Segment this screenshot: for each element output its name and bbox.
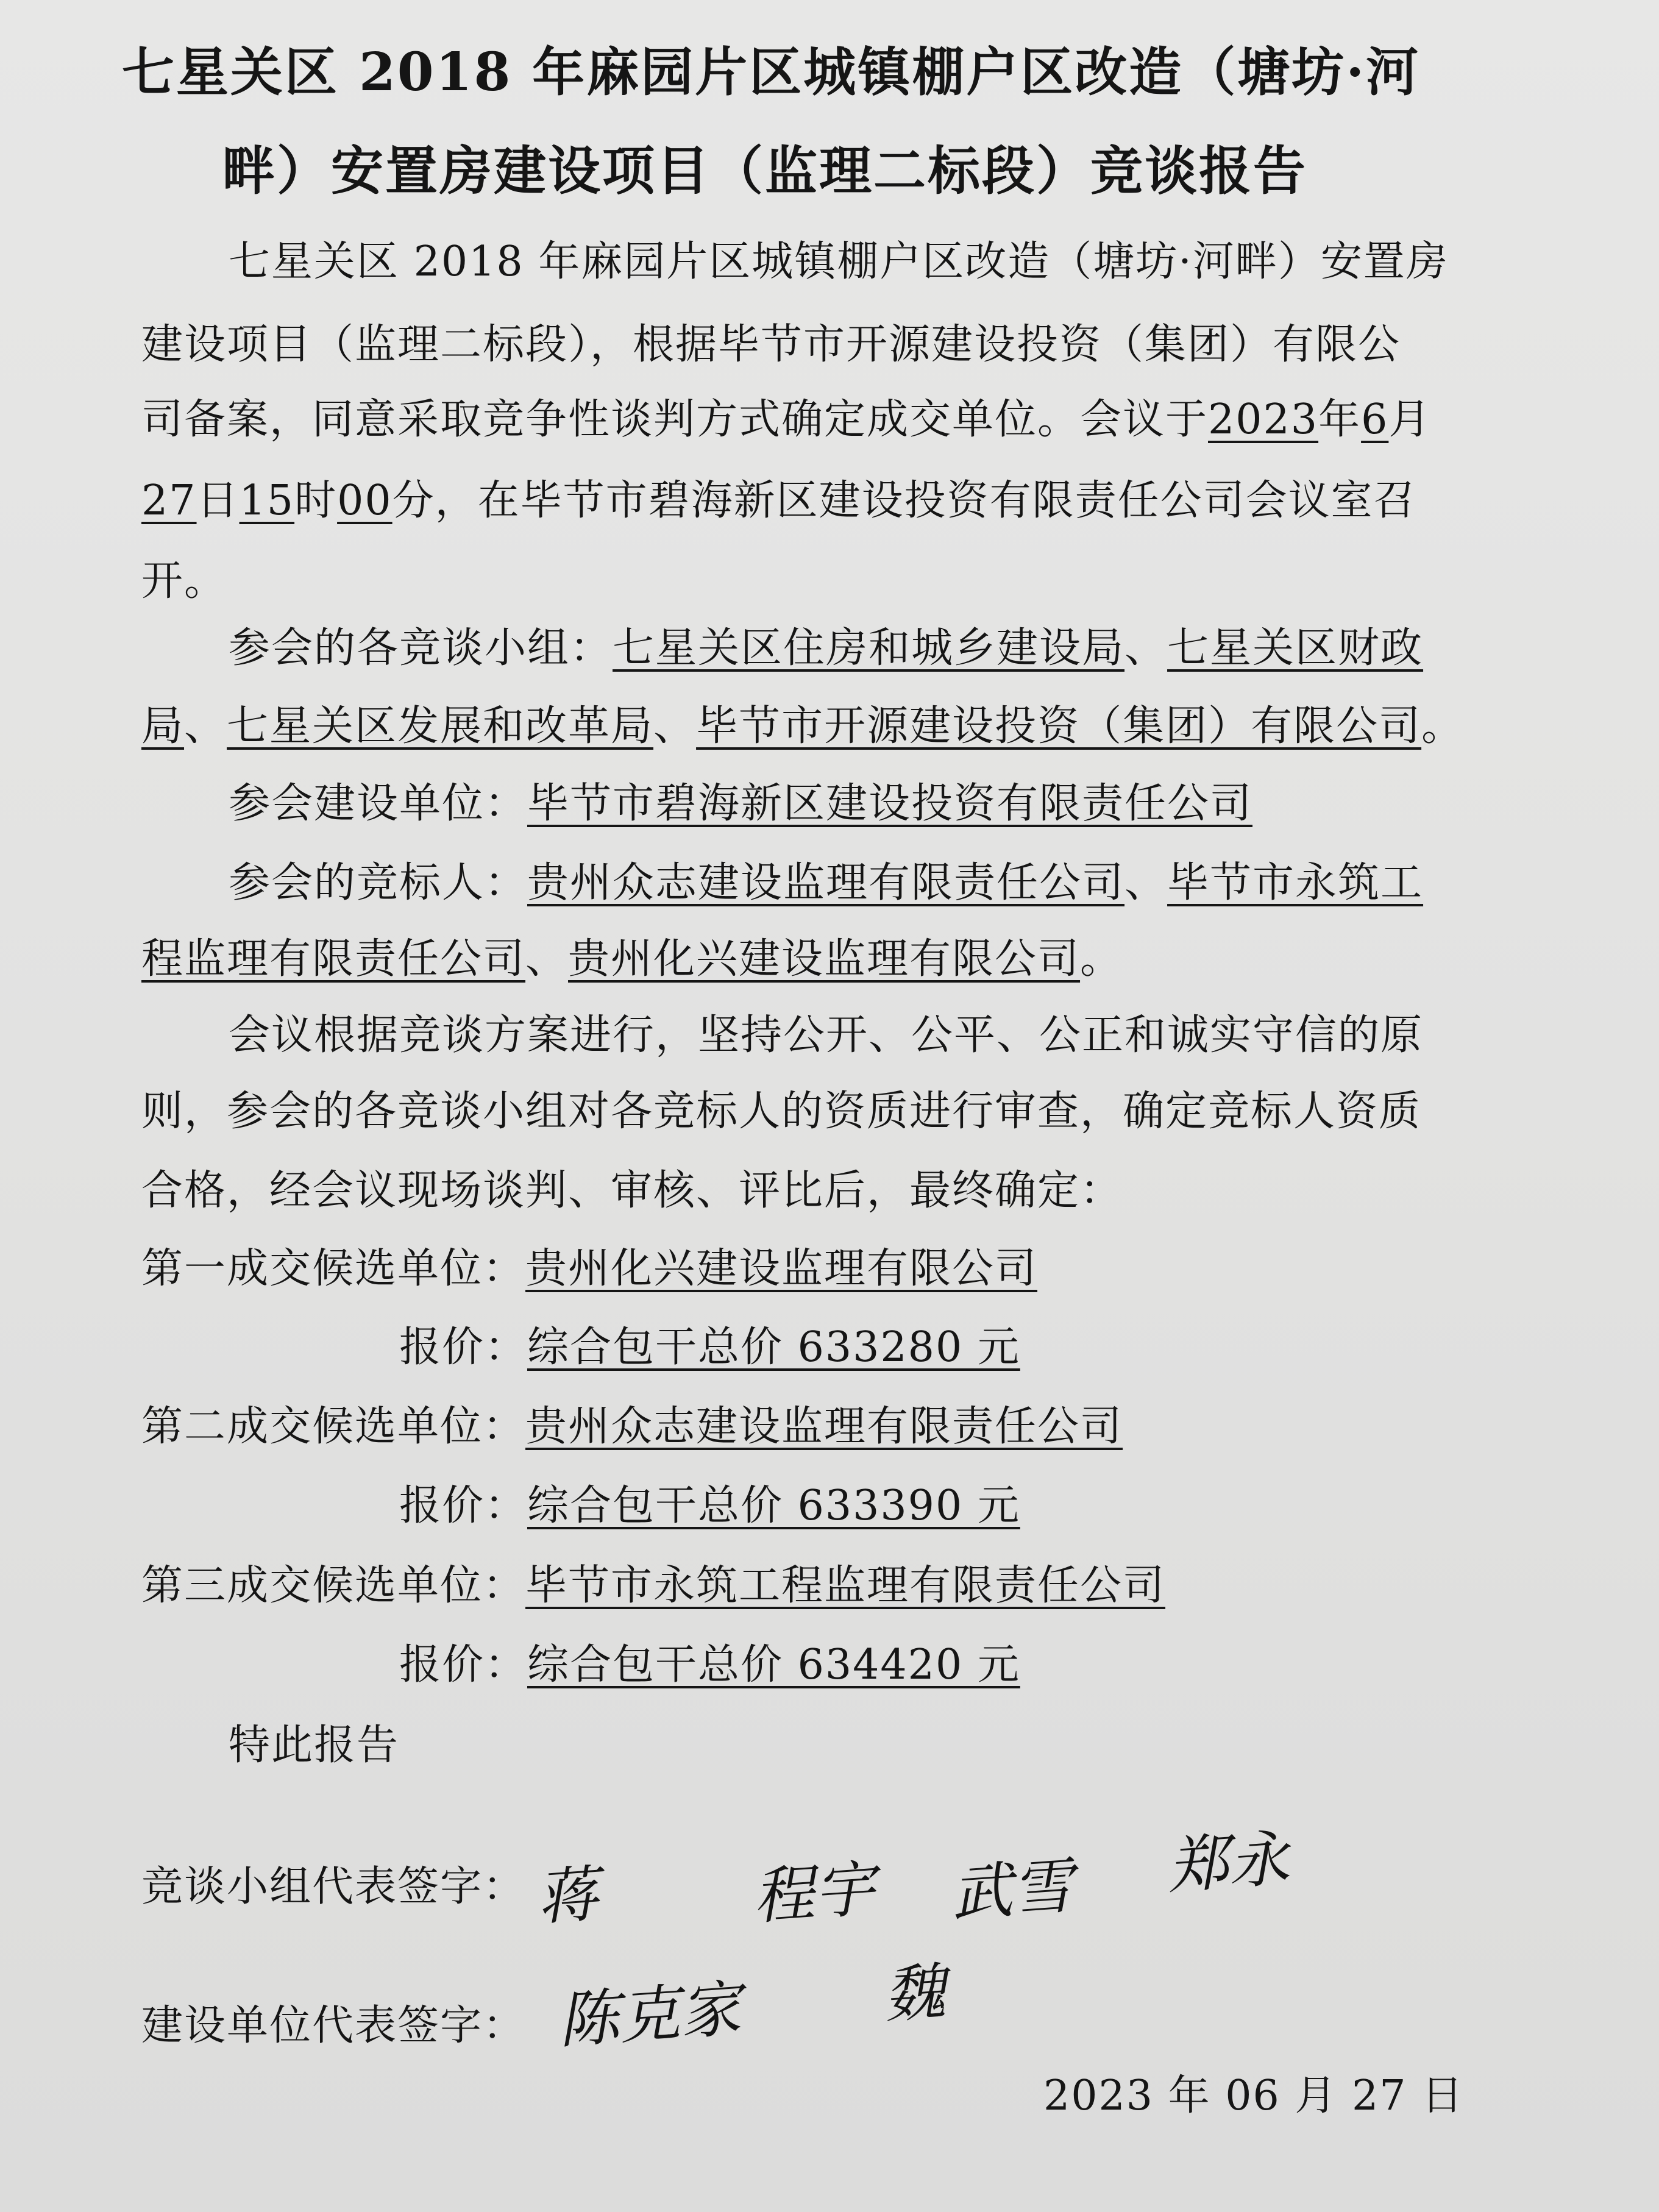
candidate-name: 贵州化兴建设监理有限公司 bbox=[525, 1245, 1038, 1293]
group-2-cont: 局 bbox=[141, 702, 185, 750]
groups-line-1 bbox=[229, 624, 1424, 672]
candidate-label: 第三成交候选单位： bbox=[141, 1562, 526, 1610]
candidate-name: 毕节市永筑工程监理有限责任公司 bbox=[525, 1562, 1166, 1610]
intro-line-5: 开。 bbox=[141, 557, 227, 605]
candidate-label: 第一成交候选单位： bbox=[141, 1245, 526, 1293]
candidate-name: 贵州众志建设监理有限责任公司 bbox=[525, 1403, 1123, 1451]
candidate-1-price bbox=[399, 1323, 1020, 1371]
builder-signature-label: 建设单位代表签字： bbox=[141, 2002, 526, 2050]
bidders-label: 参会的竞标人： bbox=[229, 859, 528, 907]
builder-label: 参会建设单位： bbox=[229, 780, 528, 828]
builder-signature-1: 陈克家 bbox=[555, 1972, 744, 2057]
document-title-line-2: 畔）安置房建设项目（监理二标段）竞谈报告 bbox=[222, 140, 1307, 202]
intro-line-1: 七星关区 2018 年麻园片区城镇棚户区改造（塘坊·河畔）安置房 bbox=[229, 238, 1449, 286]
price-label: 报价： bbox=[399, 1641, 528, 1689]
panel-signature-label: 竞谈小组代表签字： bbox=[141, 1863, 526, 1911]
month-unit: 月 bbox=[1388, 396, 1432, 444]
meeting-year: 2023 bbox=[1208, 396, 1319, 444]
group-4: 毕节市开源建设投资（集团）有限公司 bbox=[696, 702, 1422, 750]
separator: 、 bbox=[525, 935, 569, 983]
group-3: 七星关区发展和改革局 bbox=[227, 702, 654, 750]
price-value: 综合包干总价 633280 元 bbox=[527, 1323, 1020, 1371]
meeting-day: 27 bbox=[141, 477, 197, 525]
candidate-2-price bbox=[399, 1482, 1020, 1530]
intro-line-3 bbox=[141, 396, 1432, 444]
group-2: 七星关区财政 bbox=[1167, 624, 1424, 672]
price-value: 综合包干总价 633390 元 bbox=[527, 1482, 1020, 1530]
builder-signature-2: 魏 bbox=[881, 1955, 948, 2032]
candidate-1 bbox=[141, 1245, 1038, 1293]
builder-line bbox=[229, 780, 1253, 828]
price-label: 报价： bbox=[399, 1482, 528, 1530]
bidders-line-2 bbox=[141, 935, 1123, 983]
intro-text: 司备案，同意采取竞争性谈判方式确定成交单位。会议于 bbox=[141, 396, 1209, 444]
intro-line-2: 建设项目（监理二标段），根据毕节市开源建设投资（集团）有限公 bbox=[141, 321, 1401, 369]
builder-name: 毕节市碧海新区建设投资有限责任公司 bbox=[527, 780, 1253, 828]
meeting-hour: 15 bbox=[239, 477, 295, 525]
bidders-line-1 bbox=[229, 859, 1424, 907]
groups-label: 参会的各竞谈小组： bbox=[229, 624, 613, 672]
document-date: 2023 年 06 月 27 日 bbox=[1043, 2072, 1465, 2120]
process-line-1: 会议根据竞谈方案进行，坚持公开、公平、公正和诚实守信的原 bbox=[229, 1011, 1424, 1059]
separator: 、 bbox=[184, 702, 227, 750]
bidder-3: 贵州化兴建设监理有限公司 bbox=[568, 935, 1081, 983]
candidate-3 bbox=[141, 1562, 1166, 1610]
candidate-label: 第二成交候选单位： bbox=[141, 1403, 526, 1451]
intro-line-4 bbox=[141, 477, 1416, 525]
candidate-3-price bbox=[399, 1641, 1020, 1689]
period: 。 bbox=[1080, 935, 1123, 983]
panel-signature-3: 武雪 bbox=[948, 1850, 1076, 1930]
panel-signature-1: 蒋 bbox=[534, 1858, 600, 1934]
process-line-2: 则，参会的各竞谈小组对各竞标人的资质进行审查，确定竞标人资质 bbox=[141, 1087, 1422, 1136]
period: 。 bbox=[1421, 702, 1465, 750]
separator: 、 bbox=[653, 702, 697, 750]
closing-text: 特此报告 bbox=[229, 1721, 400, 1769]
hour-unit: 时 bbox=[294, 477, 338, 525]
year-unit: 年 bbox=[1318, 396, 1362, 444]
price-value: 综合包干总价 634420 元 bbox=[527, 1641, 1020, 1689]
meeting-minute: 00 bbox=[337, 477, 393, 525]
bidder-2-cont: 程监理有限责任公司 bbox=[141, 935, 526, 983]
document-title-line-1: 七星关区 2018 年麻园片区城镇棚户区改造（塘坊·河 bbox=[122, 41, 1421, 103]
price-label: 报价： bbox=[399, 1323, 528, 1371]
day-unit: 日 bbox=[196, 477, 240, 525]
meeting-place: 分，在毕节市碧海新区建设投资有限责任公司会议室召 bbox=[392, 477, 1416, 525]
separator: 、 bbox=[1124, 859, 1168, 907]
bidder-1: 贵州众志建设监理有限责任公司 bbox=[527, 859, 1125, 907]
bidder-2: 毕节市永筑工 bbox=[1167, 859, 1424, 907]
group-1: 七星关区住房和城乡建设局 bbox=[613, 624, 1125, 672]
separator: 、 bbox=[1124, 624, 1168, 672]
candidate-2 bbox=[141, 1403, 1123, 1451]
panel-signature-4: 郑永 bbox=[1165, 1823, 1292, 1902]
panel-signature-2: 程宇 bbox=[750, 1853, 878, 1933]
process-line-3: 合格，经会议现场谈判、审核、评比后，最终确定： bbox=[141, 1167, 1123, 1215]
groups-line-2 bbox=[141, 702, 1465, 750]
meeting-month: 6 bbox=[1361, 396, 1389, 444]
